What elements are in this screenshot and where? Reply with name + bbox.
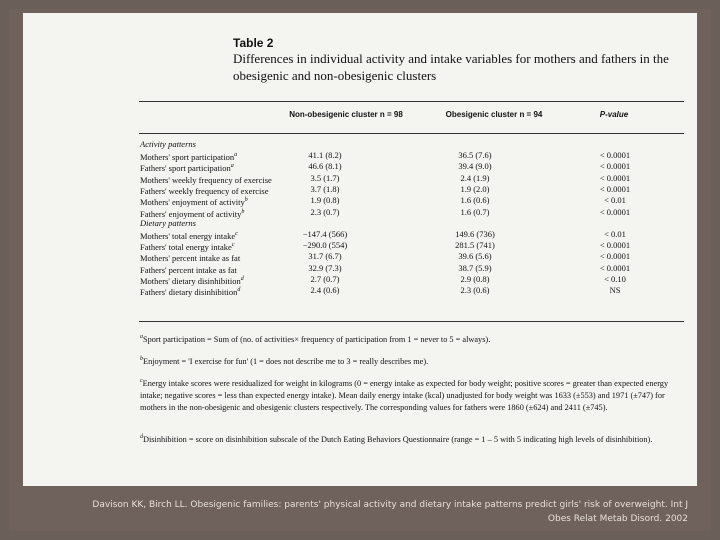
cell-pvalue: < 0.0001: [599, 150, 631, 160]
row-label: Mothers' dietary disinhibition$^d$: [140, 275, 244, 286]
cell-obesigenic: 149.6 (736): [455, 228, 495, 239]
cell-nonobesigenic: 1.9 (0.8): [310, 195, 340, 206]
cell-pvalue: < 0.0001: [599, 206, 631, 217]
row-label: Fathers' enjoyment of activity$^b$: [140, 208, 245, 219]
table-row: [140, 240, 685, 250]
cell-nonobesigenic: 32.9 (7.3): [308, 262, 342, 273]
row-label: Mothers' sport participation$^a$: [140, 151, 238, 162]
row-label: Fathers' dietary disinhibition$^d$: [140, 287, 241, 298]
footnote-b: $^b$Enjoyment = 'I exercise for fun' (1 = does not describe me to 3 = really describes me).: [140, 356, 429, 366]
table-top-rule: [139, 101, 684, 102]
section-heading: Activity patterns: [140, 139, 196, 149]
cell-nonobesigenic: 3.5 (1.7): [310, 172, 340, 183]
table-row: [140, 229, 685, 239]
table-row: [140, 184, 685, 194]
row-label: Mothers' total energy intake$^c$: [140, 230, 238, 241]
cell-pvalue: < 0.0001: [599, 262, 631, 273]
table-number: Table 2: [233, 36, 274, 50]
cell-pvalue: < 0.0001: [599, 172, 631, 183]
cell-nonobesigenic: −290.0 (554): [302, 240, 348, 251]
section-heading: Dietary patterns: [140, 217, 196, 228]
table-row: [140, 274, 685, 284]
cell-nonobesigenic: 46.6 (8.1): [308, 161, 342, 172]
cell-pvalue: < 0.0001: [599, 183, 631, 194]
table-title: Differences in individual activity and intake variables for mothers and fathers in the obesigenic and non-obesigenic clusters: [233, 51, 669, 83]
cell-obesigenic: 2.3 (0.6): [460, 285, 490, 296]
row-label: Fathers' weekly frequency of exercise: [140, 185, 269, 196]
citation-caption: Davison KK, Birch LL. Obesigenic families: parents' physical activity and dietary intake patterns predict girls' risk of overweight. Int J Obes Relat Metab Disord. 2002: [92, 500, 688, 524]
row-label: Mothers' enjoyment of activity$^b$: [140, 197, 248, 208]
table-row: [140, 195, 685, 208]
header-rule: [139, 133, 684, 134]
cell-nonobesigenic: 3.7 (1.8): [310, 183, 340, 194]
row-label: Fathers' sport participation$^a$: [140, 163, 234, 174]
cell-obesigenic: 39.6 (5.6): [458, 251, 492, 262]
footnote-d: $^d$Disinhibition = score on disinhibition subscale of the Dutch Eating Behaviors Questionnaire (range = 1 – 5 with 5 indicating high levels of disinhibition).: [140, 434, 653, 444]
cell-nonobesigenic: 41.1 (8.2): [308, 150, 342, 160]
cell-nonobesigenic: −147.4 (566): [302, 228, 348, 239]
cell-nonobesigenic: 2.4 (0.6): [310, 285, 340, 296]
column-header-nonobesigenic: Non-obesigenic cluster n = 98: [289, 110, 403, 119]
cell-pvalue: < 0.01: [604, 228, 626, 239]
table-row: [140, 263, 685, 273]
row-label: Fathers' percent intake as fat: [140, 264, 237, 275]
row-label: Mothers' percent intake as fat: [140, 253, 241, 264]
cell-obesigenic: 1.6 (0.6): [460, 195, 490, 206]
cell-pvalue: < 0.0001: [599, 251, 631, 262]
table-row: [140, 161, 685, 174]
cell-obesigenic: 38.7 (5.9): [458, 262, 492, 273]
cell-pvalue: < 0.10: [604, 274, 626, 284]
footnote-a: $^a$Sport participation = Sum of (no. of activities× frequency of participation from 1 = never to 5 = always).: [140, 334, 491, 344]
column-header-pvalue: P-value: [599, 110, 629, 119]
cell-obesigenic: 36.5 (7.6): [458, 150, 492, 160]
cell-obesigenic: 1.6 (0.7): [460, 206, 490, 217]
table-image: [23, 13, 697, 486]
cell-pvalue: < 0.0001: [599, 161, 631, 172]
cell-obesigenic: 1.9 (2.0): [460, 183, 490, 194]
cell-obesigenic: 39.4 (9.0): [458, 161, 492, 172]
row-label: Fathers' total energy intake$^c$: [140, 241, 235, 252]
table-row: [140, 251, 685, 264]
row-label: Mothers' weekly frequency of exercise: [140, 174, 272, 185]
cell-nonobesigenic: 2.7 (0.7): [310, 274, 340, 284]
cell-pvalue: NS: [609, 285, 621, 296]
cell-obesigenic: 2.9 (0.8): [460, 274, 490, 284]
table-row: [140, 150, 685, 160]
table-row: [140, 207, 685, 217]
cell-nonobesigenic: 2.3 (0.7): [310, 206, 340, 217]
table-row: [140, 285, 685, 298]
table-bottom-rule: [139, 321, 684, 322]
footnote-c: $^c$Energy intake scores were residualized for weight in kilograms (0 = energy intake as expected for body weight; positive scores = greater than expected energy intake; negative scores = less than expected energy intake). Mean daily energy intake (kcal) unadjusted for body weight was 1633 (±553) and 1971 (±747) for mothers in the non-obesigenic and obesigenic clusters respectively. The corresponding values for fathers were 1860 (±624) and 2411 (±745).: [140, 378, 669, 412]
cell-obesigenic: 281.5 (741): [455, 240, 495, 251]
cell-pvalue: < 0.0001: [599, 240, 631, 251]
table-row: [140, 173, 685, 183]
cell-nonobesigenic: 31.7 (6.7): [308, 251, 342, 262]
column-header-obesigenic: Obesigenic cluster n = 94: [445, 110, 543, 119]
cell-obesigenic: 2.4 (1.9): [460, 172, 490, 183]
cell-pvalue: < 0.01: [604, 195, 626, 206]
